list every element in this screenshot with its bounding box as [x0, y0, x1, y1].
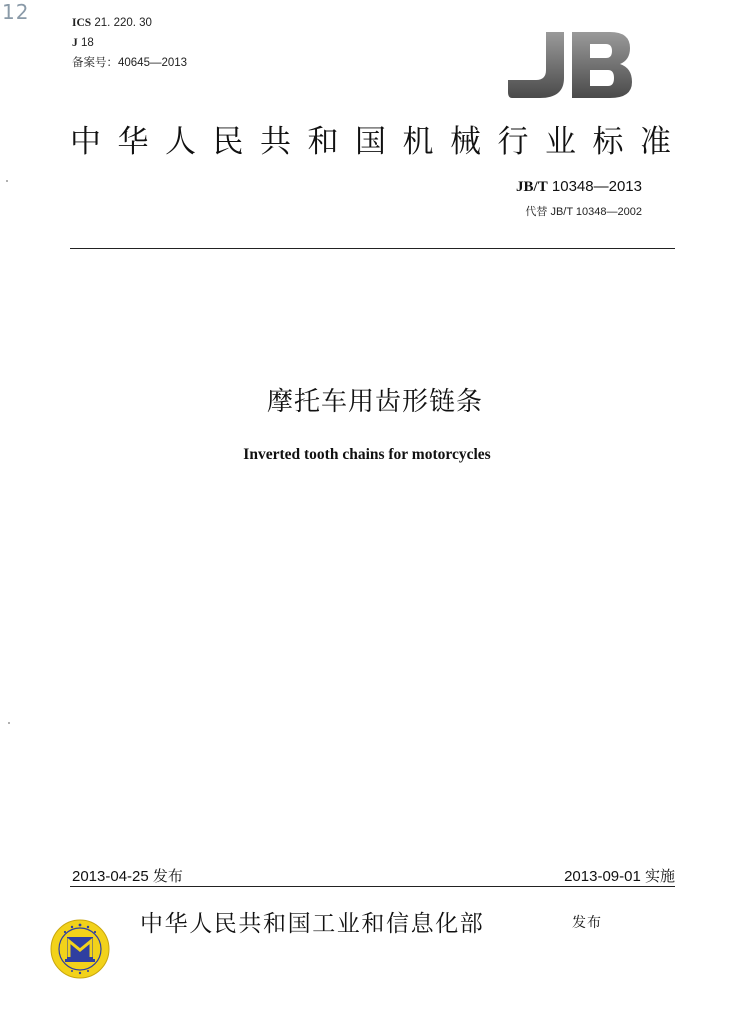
replaces-standard: 代替 JB/T 10348—2002 — [525, 206, 642, 218]
jb-logo — [502, 30, 634, 100]
ics-label: ICS — [72, 17, 92, 29]
scan-speck — [6, 180, 8, 182]
scan-speck — [8, 722, 10, 724]
document-title-chinese: 摩托车用齿形链条 — [266, 387, 483, 417]
implementation-date: 2013-09-01 实施 — [564, 868, 675, 885]
category-value: 18 — [80, 37, 94, 49]
ics-code — [72, 16, 152, 30]
header-divider — [70, 248, 675, 249]
standard-number-value: 10348—2013 — [551, 178, 642, 195]
publisher-suffix: 发布 — [572, 915, 602, 931]
issue-date: 2013-04-25 发布 — [72, 868, 183, 885]
standard-category-title: 中华人民共和国机械行业标准 — [70, 124, 688, 160]
jb-logo-graphic — [502, 30, 634, 100]
ministry-seal-graphic — [50, 919, 110, 979]
ics-value: 21. 220. 30 — [94, 17, 152, 29]
category-label: J — [72, 37, 78, 49]
ministry-seal-icon — [50, 919, 110, 979]
handwritten-corner-mark: 12 — [2, 0, 30, 24]
standard-number-prefix: JB/T — [516, 179, 548, 195]
document-title-english: Inverted tooth chains for motorcycles — [243, 446, 491, 463]
publisher-name: 中华人民共和国工业和信息化部 — [140, 911, 485, 937]
category-code — [72, 36, 94, 50]
filing-number: 备案号：40645—2013 — [72, 57, 188, 69]
footer-divider — [70, 886, 675, 887]
standard-number — [516, 178, 642, 196]
